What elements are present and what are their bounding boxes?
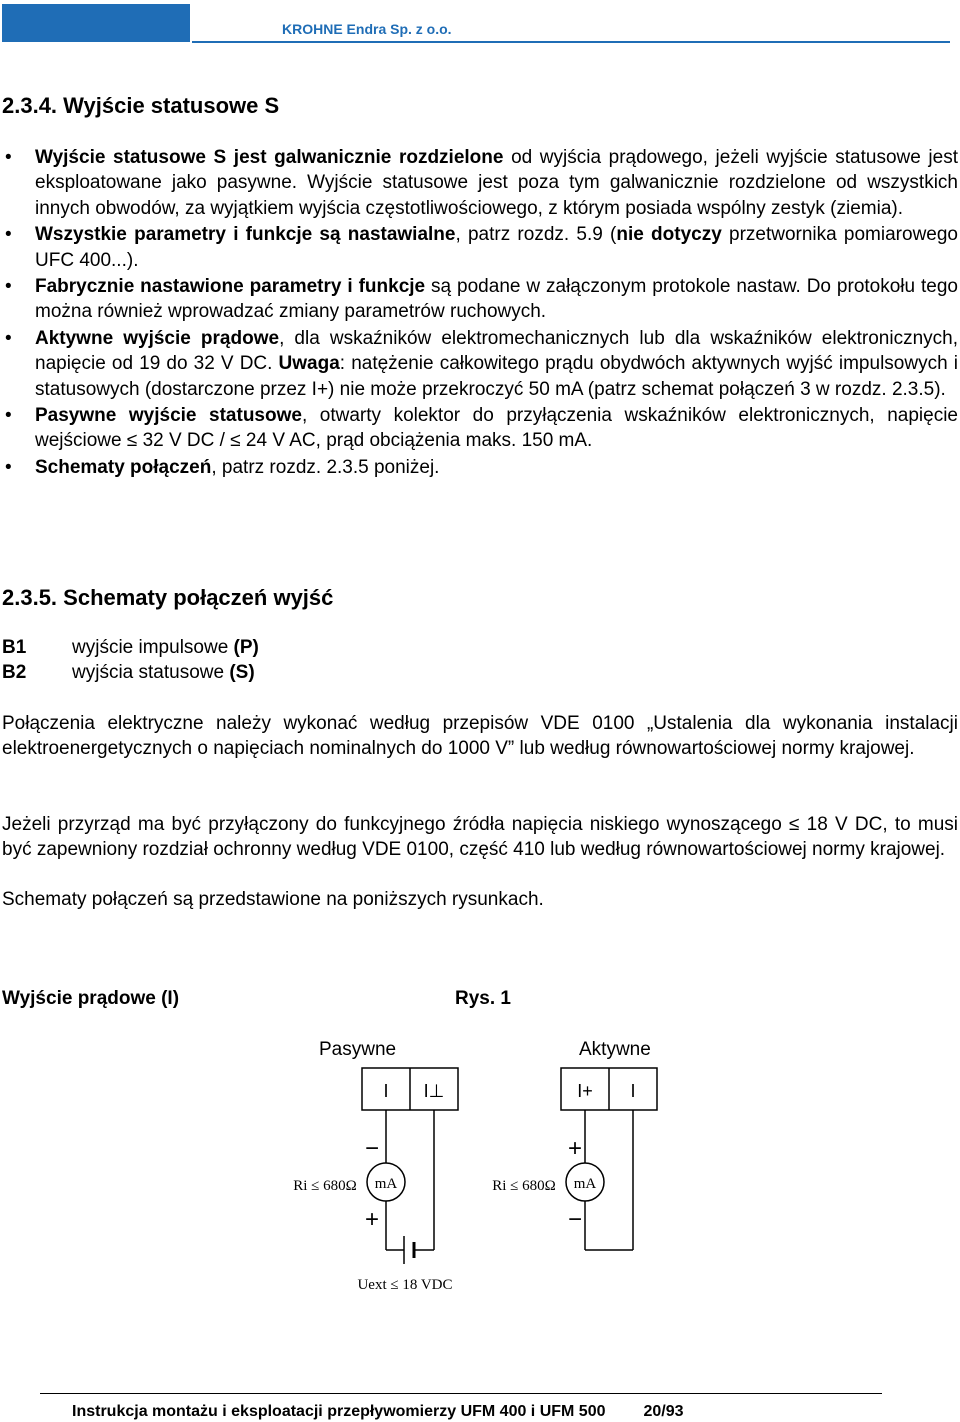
figure-number: Rys. 1: [455, 988, 511, 1009]
passive-label: Pasywne: [319, 1039, 397, 1060]
figure-title: Wyjście prądowe (I): [2, 988, 180, 1009]
active-label: Aktywne: [579, 1039, 651, 1060]
passive-meter-label: mA: [374, 1176, 398, 1192]
section-title-2-3-4: 2.3.4. Wyjście statusowe S: [2, 93, 280, 118]
page-number: 20/93: [643, 1403, 684, 1420]
list-item: • Wszystkie parametry i funkcje są nastawialne, patrz rozdz. 5.9 (nie dotyczy przetwornika pomiarowego UFC 400...).: [0, 222, 958, 273]
passive-top-sign: −: [364, 1135, 380, 1162]
active-bottom-sign: −: [567, 1206, 583, 1233]
company-name: KROHNE Endra Sp. z o.o.: [282, 21, 452, 37]
section-title-2-3-5: 2.3.5. Schematy połączeń wyjść: [2, 585, 334, 610]
footer: [72, 1403, 684, 1421]
paragraph-low-voltage: Jeżeli przyrząd ma być przyłączony do funkcyjnego źródła napięcia niskiego wynoszącego ≤ 18 V DC, to musi być zapewniony rozdział ochronny według VDE 0100, część 410 lub według równowartościowej normy krajowej.: [2, 814, 958, 860]
footer-rule: [40, 1393, 882, 1394]
paragraph-vde: Połączenia elektryczne należy wykonać według przepisów VDE 0100 „Ustalenia dla wykonania instalacji elektroenergetycznych o napięciach nominalnych do 1000 V” lub według równowartościowej normy krajowej.: [2, 713, 958, 759]
active-top-sign: +: [567, 1135, 583, 1162]
definition-b2: B2 wyjścia statusowe (S): [2, 662, 255, 683]
list-item: • Schematy połączeń, patrz rozdz. 2.3.5 poniżej.: [0, 455, 958, 480]
active-term1: I+: [577, 1081, 593, 1101]
list-item: • Pasywne wyjście statusowe, otwarty kolektor do przyłączenia wskaźników elektronicznych, napięcie wejściowe ≤ 32 V DC / ≤ 24 V AC, prąd obciążenia maks. 150 mA.: [0, 403, 958, 454]
active-meter-label: mA: [573, 1176, 597, 1192]
passive-resistor-label: Ri ≤ 680Ω: [293, 1178, 357, 1194]
supply-label: Uext ≤ 18 VDC: [357, 1277, 453, 1293]
list-item: • Wyjście statusowe S jest galwanicznie rozdzielone od wyjścia prądowego, jeżeli wyjście statusowe jest eksploatowane jako pasywne. Wyjście statusowe jest poza tym galwanicznie rozdzielone od wszystkich innych obwodów, za wyjątkiem wyjścia częstotliwościowego, z którym posiada wspólny zestyk (ziemia).: [0, 145, 958, 221]
list-item: • Aktywne wyjście prądowe, dla wskaźników elektromechanicznych lub dla wskaźników elektronicznych, napięcie od 19 do 32 V DC. Uwaga: natężenie całkowitego prądu obydwóch aktywnych wyjść impulsowych i statusowych (dostarczone przez I+) nie może przekroczyć 50 mA (patrz schemat połączeń 3 w rozdz. 2.3.5).: [0, 326, 958, 402]
list-item: • Fabrycznie nastawione parametry i funkcje są podane w załączonym protokole nastaw. Do protokołu tego można również wprowadzać zmiany parametrów ruchowych.: [0, 274, 958, 325]
paragraph-schemes: Schematy połączeń są przedstawione na poniższych rysunkach.: [2, 889, 544, 910]
definition-b1: B1 wyjście impulsowe (P): [2, 637, 259, 658]
footer-title: Instrukcja montażu i eksploatacji przepływomierzy UFM 400 i UFM 500: [72, 1403, 606, 1420]
active-term2: I: [630, 1081, 636, 1101]
passive-bottom-sign: +: [364, 1206, 380, 1233]
passive-term2: I⊥: [423, 1081, 445, 1101]
active-resistor-label: Ri ≤ 680Ω: [492, 1178, 556, 1194]
passive-term1: I: [383, 1081, 389, 1101]
